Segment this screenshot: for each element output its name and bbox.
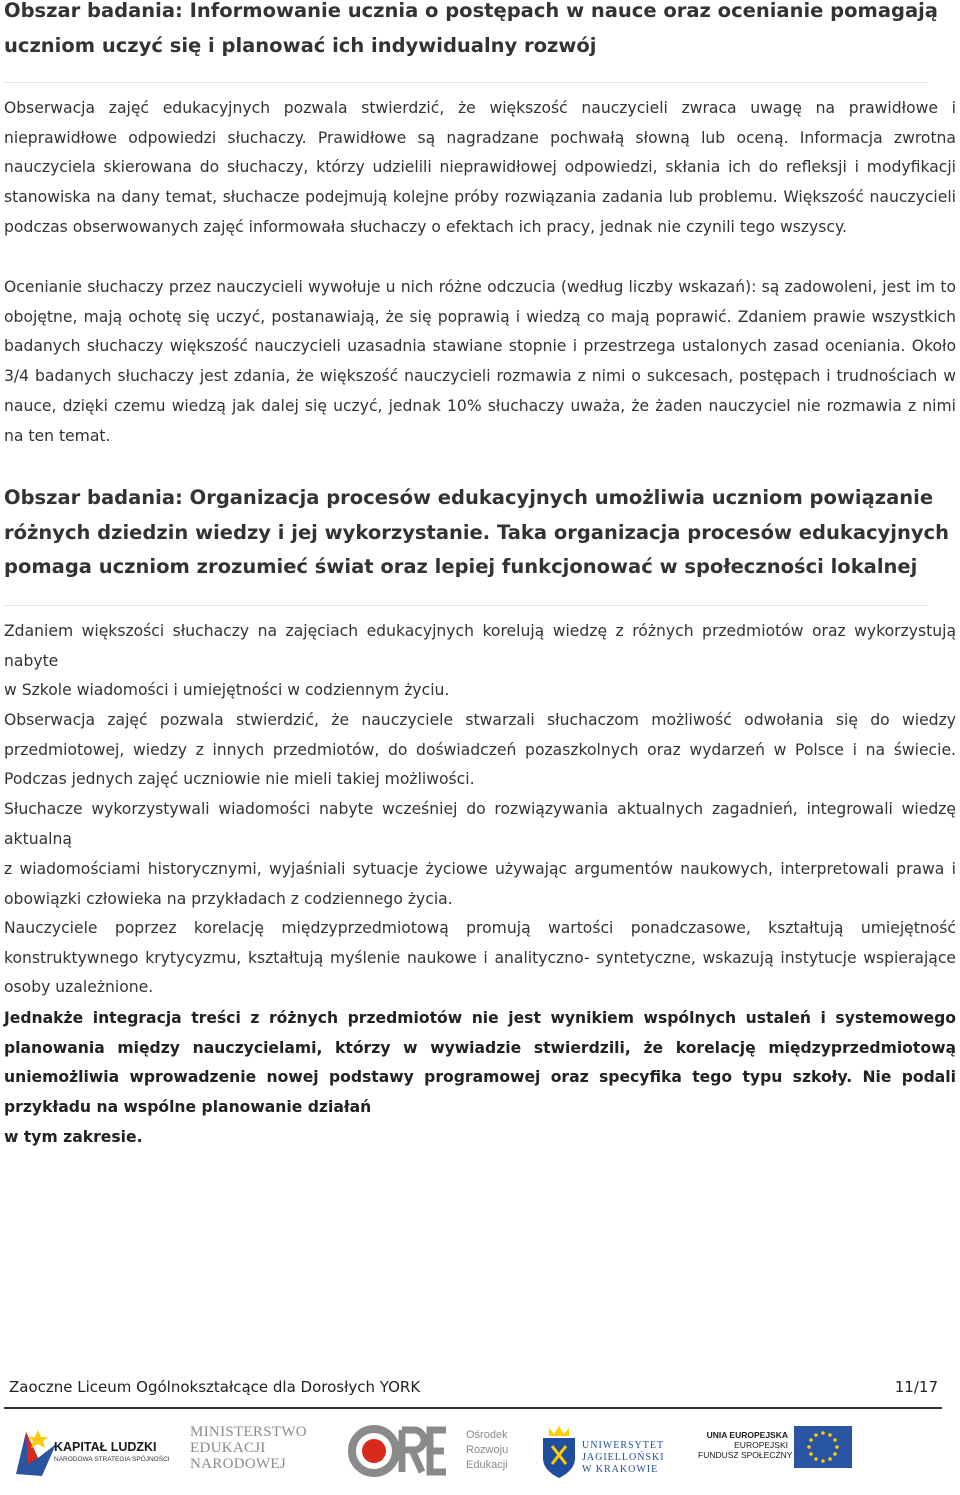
eu-line: EUROPEJSKI: [734, 1440, 788, 1450]
paragraph: Słuchacze wykorzystywali wiadomości nabyte wcześniej do rozwiązywania aktualnych zagadnień, integrowali wiedzę aktualną: [4, 800, 956, 848]
men-logo: [190, 1420, 310, 1482]
men-line: EDUKACJI: [190, 1440, 266, 1456]
paragraph-bold: Jednakże integracja treści z różnych przedmiotów nie jest wynikiem wspólnych ustaleń i systemowego planowania między nauczycielami, którzy w wywiadzie stwierdzili, że korelację międzyprzedmiotową uniemożliwia wprowadzenie nowej podstawy programowej oraz specyfika tego typu szkoły. Nie podali przykładu na wspólne planowanie działań: [4, 1009, 956, 1117]
section-heading-text: Organizacja procesów edukacyjnych umożliwia uczniom powiązanie różnych dziedzin wiedzy i jej wykorzystanie. Taka organizacja procesów edukacyjnych pomaga uczniom zrozumieć świat oraz lepiej funkcjonować w społeczności lokalnej: [4, 486, 949, 578]
footer-school-name: Zaoczne Liceum Ogólnokształcące dla Dorosłych YORK: [9, 1378, 421, 1396]
footer-page-number: 11/17: [894, 1378, 938, 1396]
paragraph: Zdaniem większości słuchaczy na zajęciach edukacyjnych korelują wiedzę z różnych przedmiotów oraz wykorzystują nabyte: [4, 622, 956, 670]
section-heading-text: Informowanie ucznia o postępach w nauce oraz ocenianie pomagają uczniom uczyć się i planować ich indywidualny rozwój: [4, 0, 938, 57]
uj-line: W KRAKOWIE: [582, 1464, 659, 1475]
men-line: NARODOWEJ: [190, 1456, 287, 1472]
paragraph: w Szkole wiadomości i umiejętności w codziennym życiu.: [4, 681, 450, 699]
men-line: MINISTERSTWO: [190, 1424, 307, 1440]
uj-logo: [540, 1420, 672, 1482]
paragraph: z wiadomościami historycznymi, wyjaśniali sytuacje życiowe używając argumentów naukowych, interpretowali prawa i obowiązki człowieka na przykładach z codziennego życia.: [4, 860, 956, 908]
section-divider: [4, 82, 928, 83]
eu-logo: [698, 1420, 858, 1482]
section-heading-label: Obszar badania:: [4, 0, 183, 22]
paragraph: Obserwacja zajęć edukacyjnych pozwala stwierdzić, że większość nauczycieli zwraca uwagę na prawidłowe i nieprawidłowe odpowiedzi słuchaczy. Prawidłowe są nagradzane pochwałą słowną lub oceną. Informacja zwrotna nauczyciela skierowana do słuchaczy, którzy udzielili nieprawidłowej odpowiedzi, skłania ich do refleksji i modyfikacji stanowiska na dany temat, słuchacze podejmują kolejne próby rozwiązania zadania lub problemu. Większość nauczycieli podczas obserwowanych zajęć informowała słuchaczy o efektach ich pracy, jednak nie czynili tego wszyscy.: [4, 99, 956, 236]
uj-crest-icon: [540, 1422, 578, 1480]
section-heading-label: Obszar badania:: [4, 486, 183, 509]
ore-logo: [348, 1420, 518, 1482]
kapital-ludzki-icon: [12, 1424, 60, 1478]
kapital-ludzki-subtitle: NARODOWA STRATEGIA SPÓJNOŚCI: [54, 1456, 170, 1463]
ore-line: Ośrodek: [466, 1429, 508, 1441]
section-heading-1: [4, 0, 956, 63]
eu-line: FUNDUSZ SPOŁECZNY: [698, 1450, 793, 1460]
ore-line: Rozwoju: [466, 1444, 509, 1456]
eu-flag-icon: [794, 1426, 852, 1468]
uj-line: JAGIELLOŃSKI: [582, 1452, 665, 1463]
ore-line: Edukacji: [466, 1459, 508, 1471]
footer-divider: [4, 1407, 942, 1409]
paragraph: Obserwacja zajęć pozwala stwierdzić, że nauczyciele stwarzali słuchaczom możliwość odwołania się do wiedzy przedmiotowej, wiedzy z innych przedmiotów, do doświadczeń pozaszkolnych oraz wydarzeń w Polsce i na świecie. Podczas jednych zajęć uczniowie nie mieli takiej możliwości.: [4, 711, 956, 789]
paragraph-bold: w tym zakresie.: [4, 1128, 143, 1146]
paragraph: Ocenianie słuchaczy przez nauczycieli wywołuje u nich różne odczucia (według liczby wskazań): są zadowoleni, jest im to obojętne, mają ochotę się uczyć, postanawiają, że się poprawią i wiedzą co mają poprawić. Zdaniem prawie wszystkich badanych słuchaczy większość nauczycieli uzasadnia stawiane stopnie i przestrzega ustalonych zasad oceniania. Około 3/4 badanych słuchaczy jest zdania, że większość nauczycieli rozmawia z nimi o sukcesach, postępach i trudnościach w nauce, dzięki czemu wiedzą jak dalej się uczyć, jednak 10% słuchaczy uważa, że żaden nauczyciel nie rozmawia z nimi na ten temat.: [4, 278, 956, 445]
paragraph: Nauczyciele poprzez korelację międzyprzedmiotową promują wartości ponadczasowe, kształtują umiejętność konstruktywnego krytycyzmu, kształtują myślenie naukowe i analityczno- syntetyczne, wskazują instytucje wspierające osoby uzależnione.: [4, 919, 956, 997]
ore-mark-icon: [348, 1424, 452, 1480]
section-heading-2: [4, 481, 956, 585]
kapital-ludzki-title: KAPITAŁ LUDZKI: [54, 1440, 157, 1454]
kapital-ludzki-logo: [12, 1420, 172, 1482]
uj-line: UNIWERSYTET: [582, 1440, 665, 1451]
eu-line: UNIA EUROPEJSKA: [706, 1430, 788, 1440]
section-divider: [4, 605, 928, 606]
